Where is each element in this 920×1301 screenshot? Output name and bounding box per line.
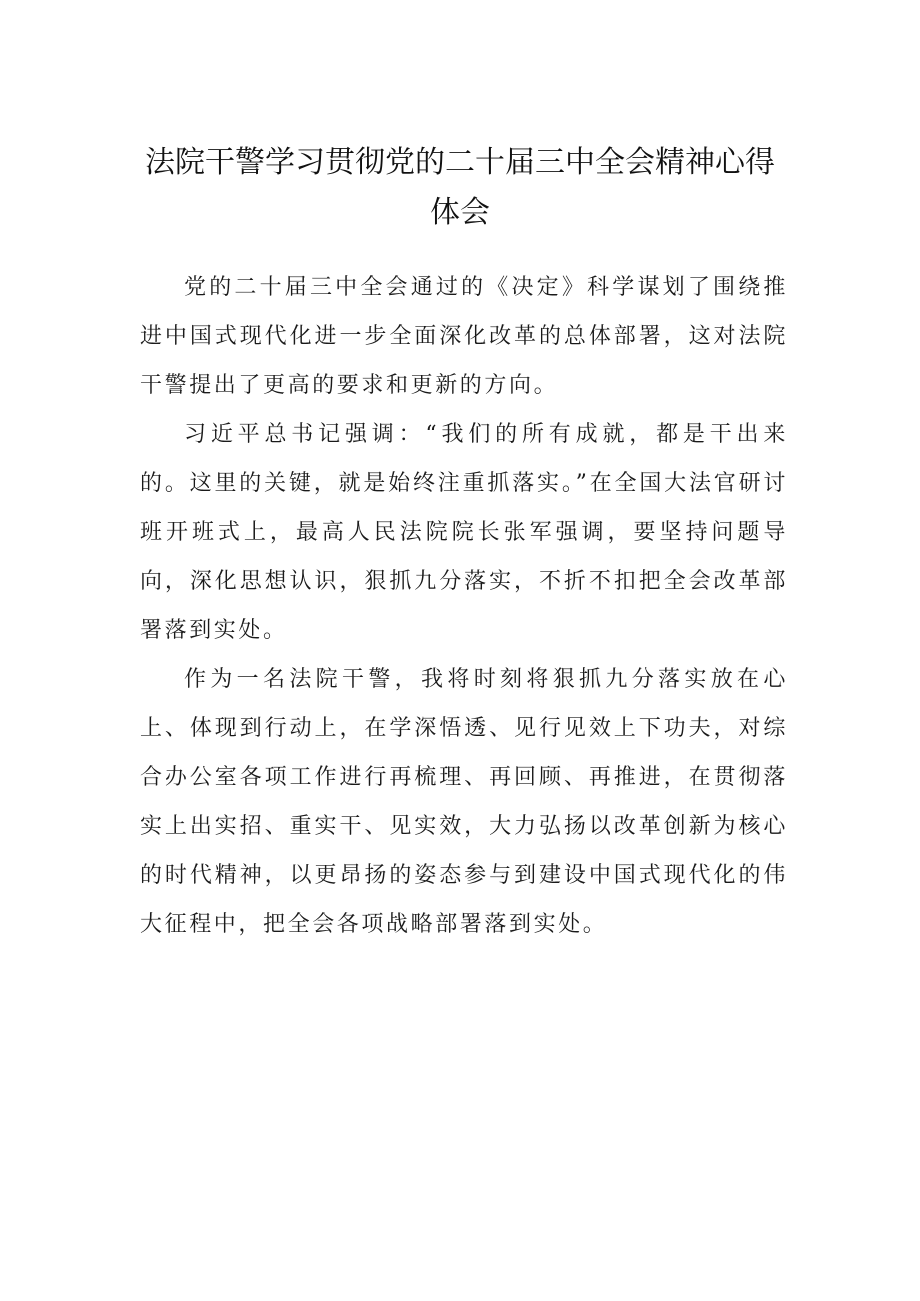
paragraph-1: 党的二十届三中全会通过的《决定》科学谋划了围绕推进中国式现代化进一步全面深化改革的总体部署，这对法院干警提出了更高的要求和更新的方向。	[140, 275, 788, 398]
document-title: 法院干警学习贯彻党的二十届三中全会精神心得体会	[145, 145, 775, 230]
paragraph-3: 作为一名法院干警，我将时刻将狠抓九分落实放在心上、体现到行动上，在学深悟透、见行见效上下功夫，对综合办公室各项工作进行再梳理、再回顾、再推进，在贯彻落实上出实招、重实干、见实效，大力弘扬以改革创新为核心的时代精神，以更昂扬的姿态参与到建设中国式现代化的伟大征程中，把全会各项战略部署落到实处。	[140, 667, 788, 937]
document-body	[140, 263, 788, 949]
paragraph-2: 习近平总书记强调：“我们的所有成就，都是干出来的。这里的关键，就是始终注重抓落实。”在全国大法官研讨班开班式上，最高人民法院院长张军强调，要坚持问题导向，深化思想认识，狠抓九分落实，不折不扣把全会改革部署落到实处。	[140, 422, 788, 643]
